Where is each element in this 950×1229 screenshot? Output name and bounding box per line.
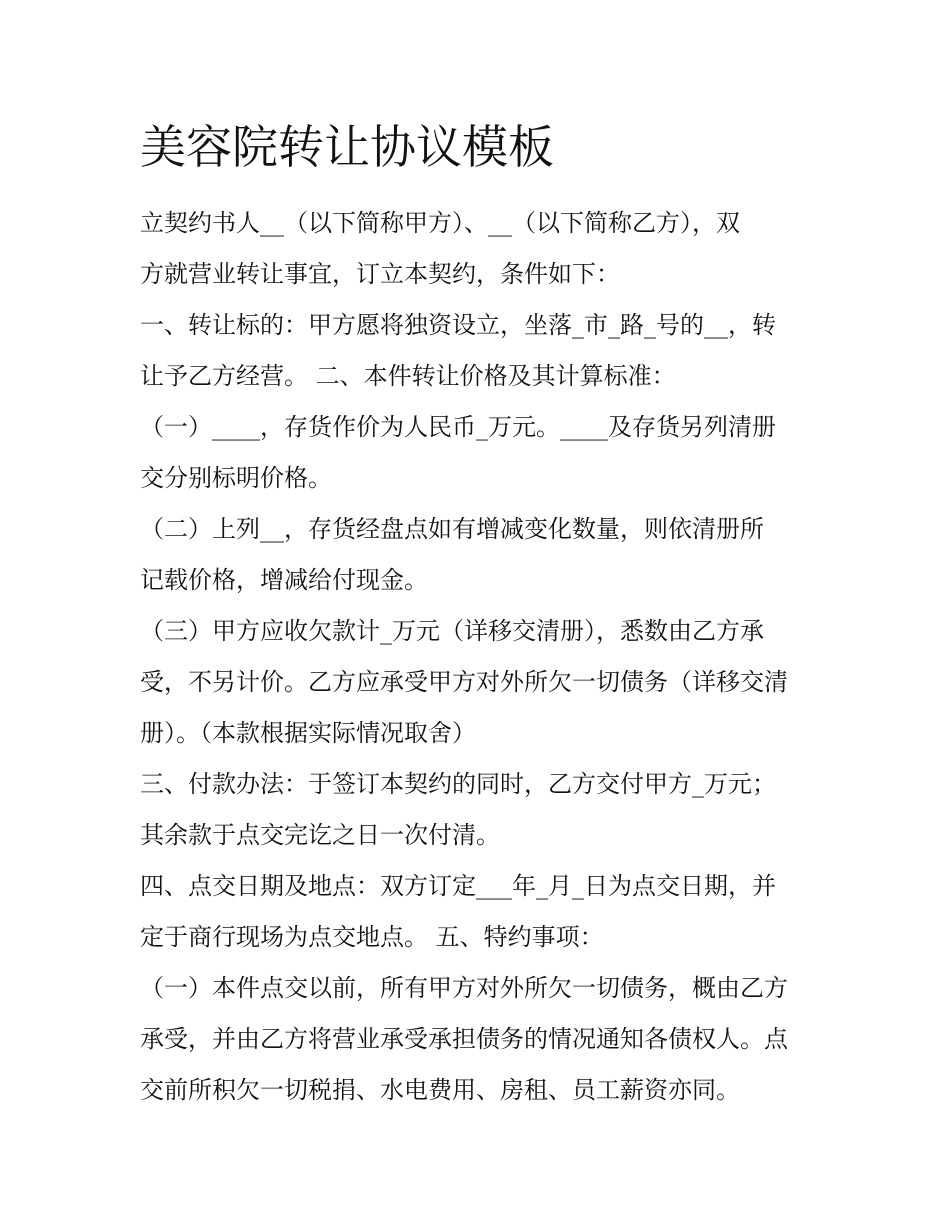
document-body	[140, 198, 820, 1116]
body-line-18: 交前所积欠一切税捐、水电费用、房租、员工薪资亦同。	[140, 1076, 740, 1104]
body-line-15: 定于商行现场为点交地点。 五、特约事项：	[140, 923, 604, 951]
body-line-14: 四、点交日期及地点：双方订定___年_月_日为点交日期，并	[140, 872, 776, 900]
body-line-3: 一、转让标的：甲方愿将独资设立，坐落_市_路_号的__，转	[140, 311, 776, 339]
body-line-9: （三）甲方应收欠款计_万元（详移交清册），悉数由乙方承	[140, 617, 764, 645]
body-line-5: （一）____，存货作价为人民币_万元。____及存货另列清册	[140, 413, 776, 441]
body-line-12: 三、付款办法：于签订本契约的同时，乙方交付甲方_万元；	[140, 770, 776, 798]
body-line-16: （一）本件点交以前，所有甲方对外所欠一切债务，概由乙方	[140, 974, 788, 1002]
body-line-7: （二）上列__，存货经盘点如有增减变化数量，则依清册所	[140, 515, 764, 543]
body-line-8: 记载价格，增减给付现金。	[140, 566, 428, 594]
body-line-13: 其余款于点交完讫之日一次付清。	[140, 821, 500, 849]
body-line-17: 承受，并由乙方将营业承受承担债务的情况通知各债权人。点	[140, 1025, 788, 1053]
body-line-4: 让予乙方经营。 二、本件转让价格及其计算标准：	[140, 362, 676, 390]
body-line-2: 方就营业转让事宜，订立本契约，条件如下：	[140, 260, 620, 288]
body-line-11: 册）。（本款根据实际情况取舍）	[140, 719, 476, 747]
body-line-6: 交分别标明价格。	[140, 464, 332, 492]
document-title: 美容院转让协议模板	[140, 120, 554, 174]
body-line-10: 受，不另计价。乙方应承受甲方对外所欠一切债务（详移交清	[140, 668, 788, 696]
body-line-1: 立契约书人__（以下简称甲方）、__（以下简称乙方），双	[140, 209, 740, 237]
